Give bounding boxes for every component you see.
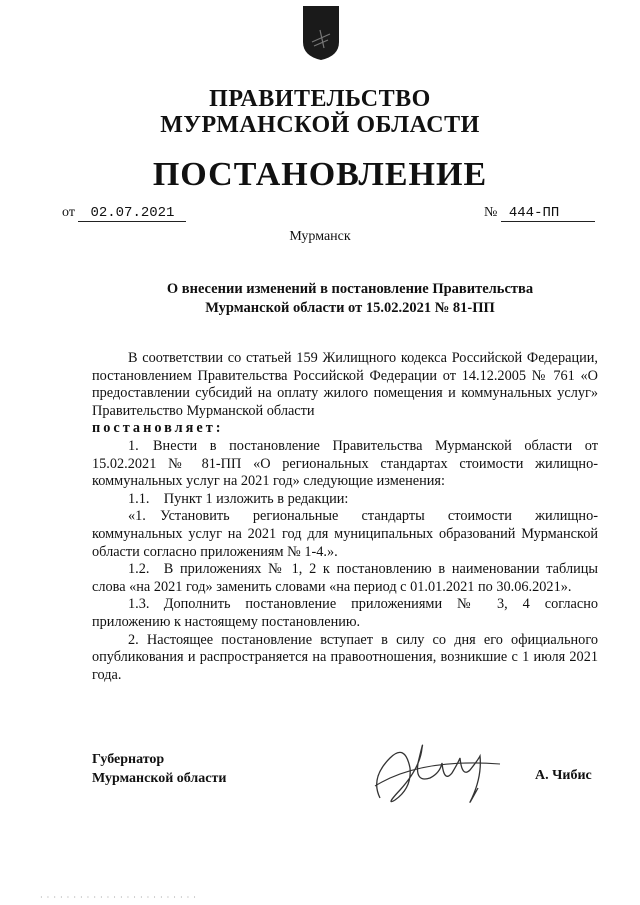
paragraph-1-1-quote: «1. Установить региональные стандарты стоимости жилищно-коммунальных услуг на 2021 год для муниципальных образований Мурманской области согласно приложениям № 1-4.». — [92, 508, 598, 560]
number-row — [484, 205, 595, 222]
subject-line2: Мурманской области от 15.02.2021 № 81-ПП — [205, 300, 495, 316]
number-prefix: № — [484, 205, 498, 220]
preamble-text: В соответствии со статьей 159 Жилищного кодекса Российской Федерации, постановлением Правительства Российской Федерации от 14.12.2005 № 761 «О предоставлении субсидий на оплату жилого помещения и коммунальных услуг» Правительство Мурманской области — [92, 350, 598, 419]
signer-position-line1: Губернатор — [92, 752, 165, 767]
document-number: 444-ПП — [501, 205, 595, 222]
signer-position-line2: Мурманской области — [92, 771, 227, 786]
city-name: Мурманск — [289, 229, 351, 244]
paragraph-1-3: 1.3. Дополнить постановление приложениями № 3, 4 согласно приложению к настоящему постановлению. — [92, 596, 598, 630]
date-prefix: от — [62, 205, 75, 220]
subject-line1: О внесении изменений в постановление Правительства — [166, 281, 534, 297]
paragraph-1-1: 1.1. Пункт 1 изложить в редакции: — [128, 490, 349, 507]
org-name-line2: МУРМАНСКОЙ ОБЛАСТИ — [160, 112, 480, 138]
signer-position — [92, 750, 226, 788]
preamble — [92, 350, 598, 438]
paragraph-1: 1. Внести в постановление Правительства Мурманской области от 15.02.2021 № 81-ПП «О региональных стандартах стоимости жилищно-коммунальных услуг на 2021 год» следующие изменения: — [92, 437, 598, 490]
paragraph-1-2: 1.2. В приложениях № 1, 2 к постановлению в наименовании таблицы слова «на 2021 год» заменить словами «на период с 01.01.2021 по 30.06.2021». — [92, 561, 598, 595]
coat-of-arms-icon — [300, 4, 342, 62]
document-subject — [95, 280, 605, 318]
handwritten-signature-icon — [360, 728, 510, 818]
document-body — [92, 350, 598, 684]
signer-name: А. Чибис — [535, 768, 592, 783]
scan-artifact: · · · · · · · · · · · · · · · · · · · · · · · · — [40, 893, 197, 902]
date-row — [62, 205, 186, 222]
paragraph-2: 2. Настоящее постановление вступает в силу со дня его официального опубликования и распространяется на правоотношения, возникшие с 1 июля 2021 года. — [92, 631, 598, 683]
document-date: 02.07.2021 — [78, 205, 186, 222]
org-name-line1: ПРАВИТЕЛЬСТВО — [209, 86, 431, 112]
resolves-word: постановляет: — [92, 420, 224, 437]
document-title: ПОСТАНОВЛЕНИЕ — [152, 156, 488, 193]
